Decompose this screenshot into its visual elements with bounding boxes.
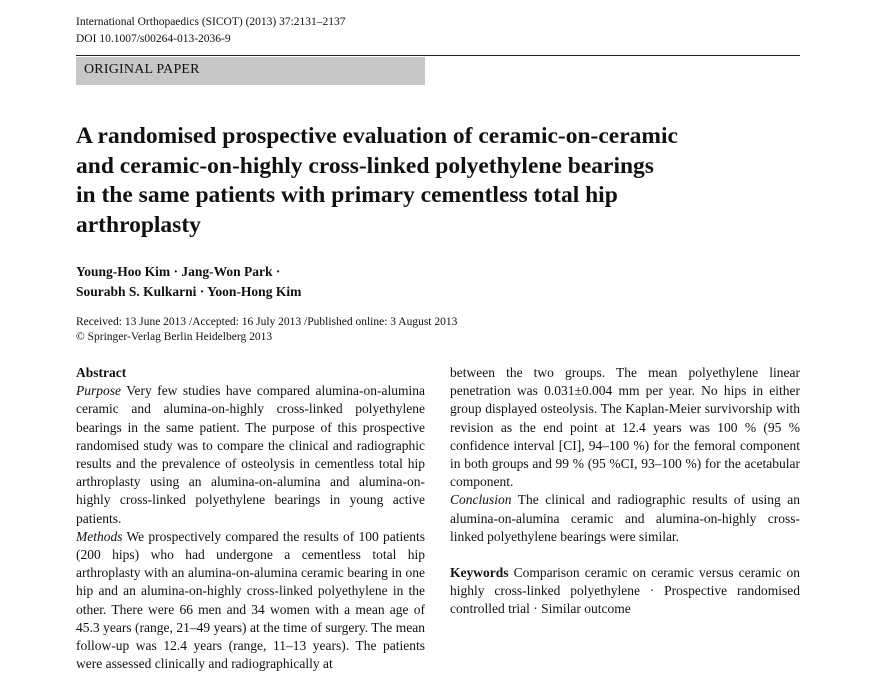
results-continued: between the two groups. The mean polyethylene linear penetration was 0.031±0.004 mm per year. No hips in either group displayed osteolysis. The Kaplan-Meier survivorship with revision as the end point at 12.4 years was 100 % (95 % confidence interval [CI], 94–100 %) for the femoral component in both groups and 99 % (95 %CI, 93–100 %) for the acetabular component. (450, 365, 800, 490)
purpose-text: Very few studies have compared alumina-on-alumina ceramic and alumina-on-highly cross-linked polyethylene bearings in the same patient. The purpose of this prospective randomised study was to compare the clinical and radiographic results and the prevalence of osteolysis in cementless total hip arthroplasty using an alumina-on-alumina and alumina-on-highly cross-linked polyethylene bearings in young active patients. (76, 383, 425, 526)
abstract-right-column (450, 364, 800, 619)
conclusion-label: Conclusion (450, 492, 512, 508)
title-line: A randomised prospective evaluation of ceramic-on-ceramic (76, 123, 678, 149)
abstract-left-column (76, 364, 425, 673)
journal-header (76, 14, 346, 48)
publication-dates (76, 315, 457, 344)
history-dates: Received: 13 June 2013 /Accepted: 16 July 2013 /Published online: 3 August 2013 (76, 316, 458, 328)
doi: DOI 10.1007/s00264-013-2036-9 (76, 33, 231, 45)
purpose-label: Purpose (76, 383, 121, 399)
paper-title (76, 122, 796, 240)
title-line: in the same patients with primary cementless total hip (76, 182, 618, 208)
header-rule (76, 55, 800, 56)
copyright: © Springer-Verlag Berlin Heidelberg 2013 (76, 330, 273, 343)
keywords-text: Comparison ceramic on ceramic versus ceramic on highly cross-linked polyethylene · Prospective randomised controlled trial · Similar outcome (450, 565, 800, 617)
abstract-conclusion (450, 491, 800, 546)
section-banner (76, 57, 425, 85)
methods-text: We prospectively compared the results of 100 patients (200 hips) who had undergone a cementless total hip arthroplasty with an alumina-on-alumina ceramic bearing in one hip and an alumina-on-highly cross-linked polyethylene in the other. There were 66 men and 34 women with a mean age of 45.3 years (range, 21–49 years) at the time of surgery. The mean follow-up was 12.4 years (range, 11–13 years). The patients were assessed clinically and radiographically at (76, 528, 425, 672)
authors-line: Young-Hoo Kim · Jang-Won Park · (76, 264, 281, 279)
title-line: and ceramic-on-highly cross-linked polyethylene bearings (76, 152, 654, 179)
title-line: arthroplasty (76, 211, 201, 238)
author-list (76, 262, 301, 301)
abstract-methods (76, 528, 425, 673)
section-label: ORIGINAL PAPER (84, 62, 200, 77)
keywords (450, 564, 800, 619)
abstract-purpose (76, 382, 425, 528)
abstract-heading: Abstract (76, 365, 127, 380)
keywords-heading: Keywords (450, 565, 509, 581)
conclusion-text: The clinical and radiographic results of using an alumina-on-alumina ceramic and alumina-on-highly cross-linked polyethylene bearings were similar. (450, 492, 800, 544)
methods-label: Methods (76, 528, 123, 544)
authors-line: Sourabh S. Kulkarni · Yoon-Hong Kim (76, 283, 302, 299)
journal-citation: International Orthopaedics (SICOT) (2013) 37:2131–2137 (76, 16, 346, 28)
